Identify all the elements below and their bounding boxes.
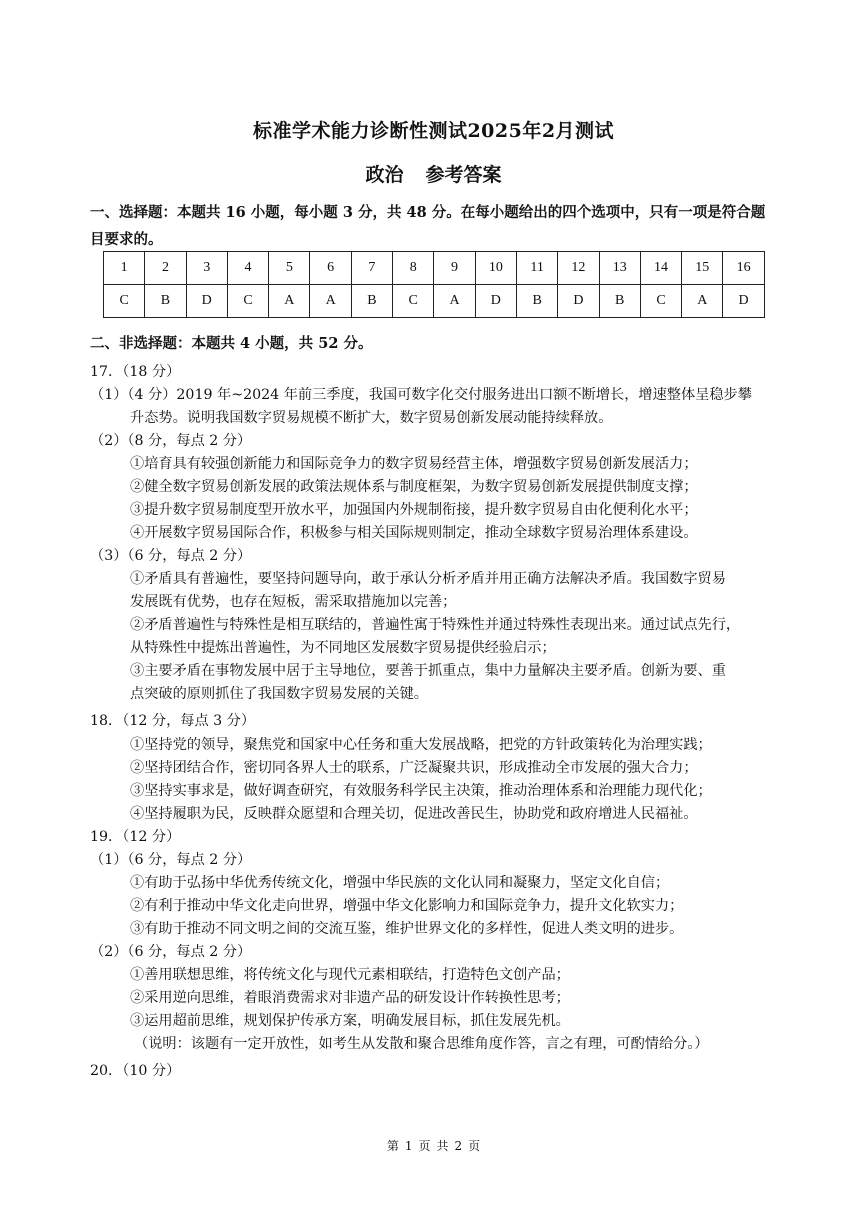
- answer-line: 发展既有优势，也存在短板，需采取措施加以完善；: [130, 594, 457, 610]
- answer-label: 参考答案: [425, 164, 502, 186]
- answer-line: 从特殊性中提炼出普遍性，为不同地区发展数字贸易提供经验启示；: [130, 640, 556, 656]
- section1-heading: 一、选择题：本题共 16 小题，每小题 3 分，共 48 分。在每小题给出的四个选项中，只有一项是符合题 目要求的。: [90, 204, 766, 248]
- question-number-row: [104, 252, 765, 285]
- answer-point: ②健全数字贸易创新发展的政策法规体系与制度框架，为数字贸易创新发展提供制度支撑；: [130, 479, 698, 495]
- question-number: 3: [186, 252, 227, 285]
- answer-cell: C: [393, 285, 434, 318]
- question-number: 12: [558, 252, 599, 285]
- page-footer: 第 1 页 共 2 页: [386, 1139, 481, 1153]
- question-number: 5: [269, 252, 310, 285]
- answer-point: ③提升数字贸易制度型开放水平，加强国内外规制衔接，提升数字贸易自由化便利化水平；: [130, 502, 698, 518]
- answer-cell: D: [475, 285, 516, 318]
- subject-label: 政治: [365, 164, 404, 186]
- answer-point: ③有助于推动不同文明之间的交流互鉴，维护世界文化的多样性，促进人类文明的进步。: [130, 921, 684, 937]
- question-number: 2: [145, 252, 186, 285]
- sub-question-header: （2）（6 分，每点 2 分）: [90, 944, 252, 960]
- answer-line: 点突破的原则抓住了我国数字贸易发展的关键。: [130, 686, 428, 702]
- question-number: 4: [227, 252, 268, 285]
- answer-cell: C: [227, 285, 268, 318]
- question-number: 14: [640, 252, 681, 285]
- question-number: 10: [475, 252, 516, 285]
- question-number: 11: [516, 252, 557, 285]
- answer-cell: D: [723, 285, 764, 318]
- answer-point: ①培育具有较强创新能力和国际竞争力的数字贸易经营主体，增强数字贸易创新发展活力；: [130, 456, 698, 472]
- answer-point: ③运用超前思维，规划保护传承方案，明确发展目标，抓住发展先机。: [130, 1013, 570, 1029]
- question-number: 16: [723, 252, 764, 285]
- question-number: 1: [104, 252, 145, 285]
- answer-cell: B: [351, 285, 392, 318]
- answer-point: ④开展数字贸易国际合作，积极参与相关国际规则制定，推动全球数字贸易治理体系建设。: [130, 525, 698, 541]
- question-number: 9: [434, 252, 475, 285]
- question-number: 7: [351, 252, 392, 285]
- sub-question-header: （1）（6 分，每点 2 分）: [90, 852, 252, 868]
- sub-question-header: （3）（6 分，每点 2 分）: [90, 548, 252, 564]
- answer-cell: C: [104, 285, 145, 318]
- answer-cell: A: [310, 285, 351, 318]
- section2-heading: 二、非选择题：本题共 4 小题，共 52 分。: [90, 335, 373, 352]
- answer-line: （1）（4 分）2019 年~2024 年前三季度，我国可数字化交付服务进出口额不断增长，增速整体呈稳步攀: [90, 387, 752, 403]
- question-number: 6: [310, 252, 351, 285]
- answer-point: ④坚持履职为民，反映群众愿望和合理关切，促进改善民生，协助党和政府增进人民福祉。: [130, 806, 698, 822]
- grading-note: （说明：该题有一定开放性，如考生从发散和聚合思维角度作答，言之有理，可酌情给分。）: [134, 1036, 709, 1052]
- question-18-header: 18．（12 分，每点 3 分）: [90, 713, 256, 729]
- answer-cell: A: [434, 285, 475, 318]
- page-subtitle: [0, 160, 867, 187]
- question-17-header: 17．（18 分）: [90, 364, 181, 380]
- question-number: 15: [682, 252, 723, 285]
- answer-cell: C: [640, 285, 681, 318]
- question-19-header: 19．（12 分）: [90, 829, 181, 845]
- answer-point: ②有利于推动中华文化走向世界，增强中华文化影响力和国际竞争力，提升文化软实力；: [130, 898, 684, 914]
- answer-line: 升态势。说明我国数字贸易规模不断扩大，数字贸易创新发展动能持续释放。: [130, 410, 613, 426]
- answer-point: ③主要矛盾在事物发展中居于主导地位，要善于抓重点，集中力量解决主要矛盾。创新为要、重: [130, 663, 726, 679]
- answer-point: ①矛盾具有普遍性，要坚持问题导向，敢于承认分析矛盾并用正确方法解决矛盾。我国数字贸易: [130, 571, 726, 587]
- answer-cell: D: [186, 285, 227, 318]
- answer-cell: A: [682, 285, 723, 318]
- answer-row: [104, 285, 765, 318]
- answer-point: ①坚持党的领导，聚焦党和国家中心任务和重大发展战略，把党的方针政策转化为治理实践；: [130, 737, 712, 753]
- answer-table: [103, 251, 765, 318]
- answer-point: ①有助于弘扬中华优秀传统文化，增强中华民族的文化认同和凝聚力，坚定文化自信；: [130, 875, 670, 891]
- total-pages: 2: [454, 1139, 463, 1153]
- question-number: 8: [393, 252, 434, 285]
- answer-cell: B: [516, 285, 557, 318]
- answer-point: ②坚持团结合作，密切同各界人士的联系，广泛凝聚共识，形成推动全市发展的强大合力；: [130, 760, 698, 776]
- answer-point: ②矛盾普遍性与特殊性是相互联结的，普遍性寓于特殊性并通过特殊性表现出来。通过试点先行，: [130, 617, 741, 633]
- answer-cell: B: [145, 285, 186, 318]
- question-number: 13: [599, 252, 640, 285]
- answer-point: ②采用逆向思维，着眼消费需求对非遗产品的研发设计作转换性思考；: [130, 990, 570, 1006]
- answer-point: ③坚持实事求是，做好调查研究，有效服务科学民主决策，推动治理体系和治理能力现代化；: [130, 783, 712, 799]
- sub-question-header: （2）（8 分，每点 2 分）: [90, 433, 252, 449]
- page-title: 标准学术能力诊断性测试2025年2月测试: [252, 120, 615, 142]
- answer-cell: B: [599, 285, 640, 318]
- question-20-header: 20．（10 分）: [90, 1063, 181, 1079]
- answer-cell: A: [269, 285, 310, 318]
- answer-point: ①善用联想思维，将传统文化与现代元素相联结，打造特色文创产品；: [130, 967, 570, 983]
- answer-cell: D: [558, 285, 599, 318]
- page-number: 1: [404, 1139, 413, 1153]
